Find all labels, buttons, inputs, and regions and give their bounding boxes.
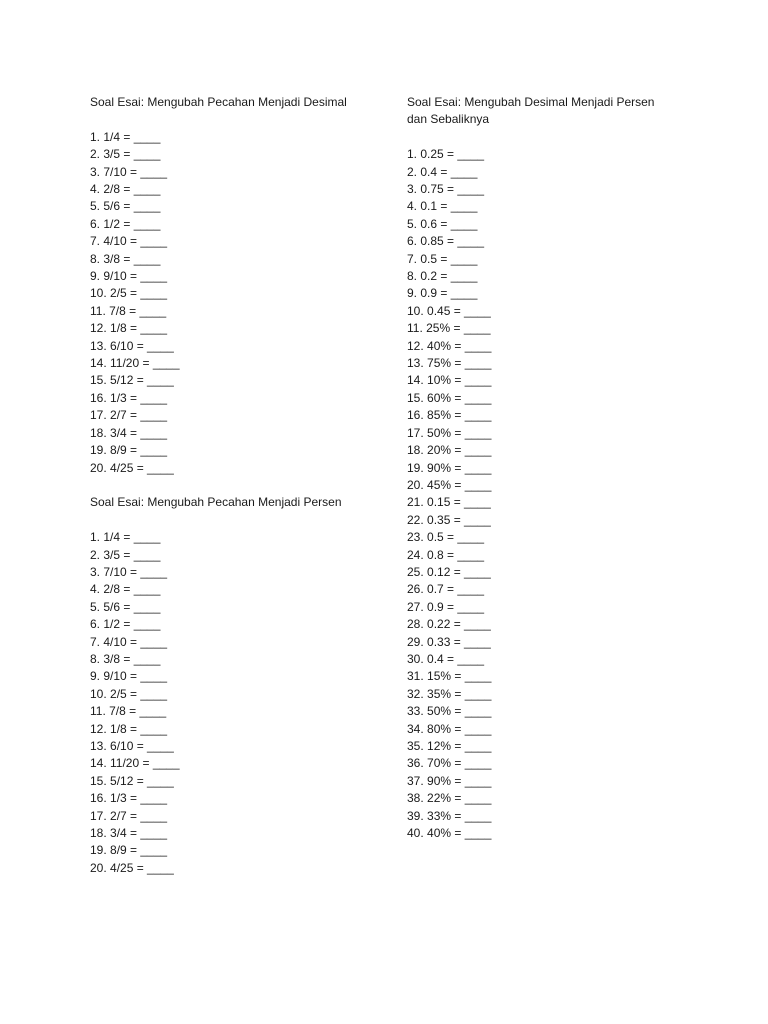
question-item: 19. 8/9 = ____ [90, 843, 168, 858]
question-item: 15. 60% = ____ [407, 390, 492, 405]
question-item: 13. 6/10 = ____ [90, 738, 174, 753]
question-list [90, 529, 390, 877]
question-item: 31. 15% = ____ [407, 669, 492, 684]
section-title: Soal Esai: Mengubah Pecahan Menjadi Persen [90, 495, 342, 510]
question-item: 3. 7/10 = ____ [90, 164, 168, 179]
question-item: 27. 0.9 = ____ [407, 599, 485, 614]
question-item: 34. 80% = ____ [407, 721, 492, 736]
question-item: 22. 0.35 = ____ [407, 512, 491, 527]
question-item: 5. 5/6 = ____ [90, 599, 161, 614]
question-item: 2. 3/5 = ____ [90, 147, 161, 162]
question-item: 12. 1/8 = ____ [90, 721, 168, 736]
question-item: 9. 9/10 = ____ [90, 269, 168, 284]
question-item: 40. 40% = ____ [407, 826, 492, 841]
question-item: 33. 50% = ____ [407, 704, 492, 719]
section-title: Soal Esai: Mengubah Pecahan Menjadi Desimal [90, 95, 347, 109]
section-title-line-2: dan Sebaliknya [407, 112, 490, 127]
question-item: 10. 0.45 = ____ [407, 303, 491, 318]
question-item: 7. 4/10 = ____ [90, 634, 168, 649]
question-item: 7. 0.5 = ____ [407, 251, 478, 266]
question-item: 20. 4/25 = ____ [90, 460, 174, 475]
section-fraction-to-percent [90, 494, 390, 877]
question-item: 26. 0.7 = ____ [407, 582, 485, 597]
question-item: 1. 0.25 = ____ [407, 147, 485, 162]
question-item: 29. 0.33 = ____ [407, 634, 491, 649]
question-item: 20. 4/25 = ____ [90, 860, 174, 875]
question-item: 1. 1/4 = ____ [90, 530, 161, 545]
question-item: 17. 2/7 = ____ [90, 808, 168, 823]
question-item: 18. 20% = ____ [407, 443, 492, 458]
question-item: 6. 1/2 = ____ [90, 617, 161, 632]
question-item: 10. 2/5 = ____ [90, 686, 168, 701]
section-title-line-1: Soal Esai: Mengubah Desimal Menjadi Persen [407, 95, 655, 109]
question-item: 8. 0.2 = ____ [407, 269, 478, 284]
question-item: 18. 3/4 = ____ [90, 425, 168, 440]
question-item: 17. 50% = ____ [407, 425, 492, 440]
question-item: 17. 2/7 = ____ [90, 408, 168, 423]
question-item: 14. 11/20 = ____ [90, 356, 180, 371]
question-item: 21. 0.15 = ____ [407, 495, 491, 510]
question-item: 11. 7/8 = ____ [90, 303, 167, 318]
left-column [90, 94, 390, 877]
question-item: 11. 25% = ____ [407, 321, 491, 336]
question-item: 32. 35% = ____ [407, 686, 492, 701]
spacer [90, 477, 390, 494]
question-item: 4. 2/8 = ____ [90, 582, 161, 597]
question-item: 9. 9/10 = ____ [90, 669, 168, 684]
question-item: 4. 0.1 = ____ [407, 199, 478, 214]
question-item: 4. 2/8 = ____ [90, 182, 161, 197]
question-item: 2. 3/5 = ____ [90, 547, 161, 562]
question-item: 3. 7/10 = ____ [90, 564, 168, 579]
question-item: 6. 1/2 = ____ [90, 216, 161, 231]
question-item: 15. 5/12 = ____ [90, 773, 174, 788]
question-item: 14. 11/20 = ____ [90, 756, 180, 771]
question-item: 19. 8/9 = ____ [90, 443, 168, 458]
section-decimal-percent [407, 94, 707, 842]
question-item: 12. 40% = ____ [407, 338, 492, 353]
question-item: 2. 0.4 = ____ [407, 164, 478, 179]
question-item: 7. 4/10 = ____ [90, 234, 168, 249]
question-item: 5. 0.6 = ____ [407, 216, 478, 231]
question-list [407, 146, 707, 842]
question-item: 10. 2/5 = ____ [90, 286, 168, 301]
question-item: 16. 1/3 = ____ [90, 390, 168, 405]
question-item: 28. 0.22 = ____ [407, 617, 491, 632]
question-item: 14. 10% = ____ [407, 373, 492, 388]
question-item: 25. 0.12 = ____ [407, 564, 491, 579]
question-item: 18. 3/4 = ____ [90, 826, 168, 841]
question-item: 8. 3/8 = ____ [90, 651, 161, 666]
question-item: 37. 90% = ____ [407, 773, 492, 788]
question-item: 39. 33% = ____ [407, 808, 492, 823]
question-item: 38. 22% = ____ [407, 791, 492, 806]
question-item: 20. 45% = ____ [407, 477, 492, 492]
question-item: 23. 0.5 = ____ [407, 530, 485, 545]
question-item: 3. 0.75 = ____ [407, 182, 485, 197]
spacer [407, 129, 707, 146]
question-item: 13. 75% = ____ [407, 356, 492, 371]
section-fraction-to-decimal [90, 94, 390, 477]
question-list [90, 129, 390, 477]
question-item: 13. 6/10 = ____ [90, 338, 174, 353]
question-item: 24. 0.8 = ____ [407, 547, 485, 562]
question-item: 6. 0.85 = ____ [407, 234, 485, 249]
question-item: 19. 90% = ____ [407, 460, 492, 475]
question-item: 11. 7/8 = ____ [90, 704, 167, 719]
question-item: 30. 0.4 = ____ [407, 651, 485, 666]
right-column [407, 94, 707, 842]
question-item: 36. 70% = ____ [407, 756, 492, 771]
question-item: 35. 12% = ____ [407, 739, 492, 754]
question-item: 8. 3/8 = ____ [90, 251, 161, 266]
spacer [90, 512, 390, 529]
question-item: 16. 1/3 = ____ [90, 791, 168, 806]
question-item: 5. 5/6 = ____ [90, 199, 161, 214]
question-item: 15. 5/12 = ____ [90, 373, 174, 388]
question-item: 16. 85% = ____ [407, 408, 492, 423]
question-item: 1. 1/4 = ____ [90, 129, 161, 144]
question-item: 9. 0.9 = ____ [407, 286, 478, 301]
question-item: 12. 1/8 = ____ [90, 321, 168, 336]
spacer [90, 111, 390, 128]
